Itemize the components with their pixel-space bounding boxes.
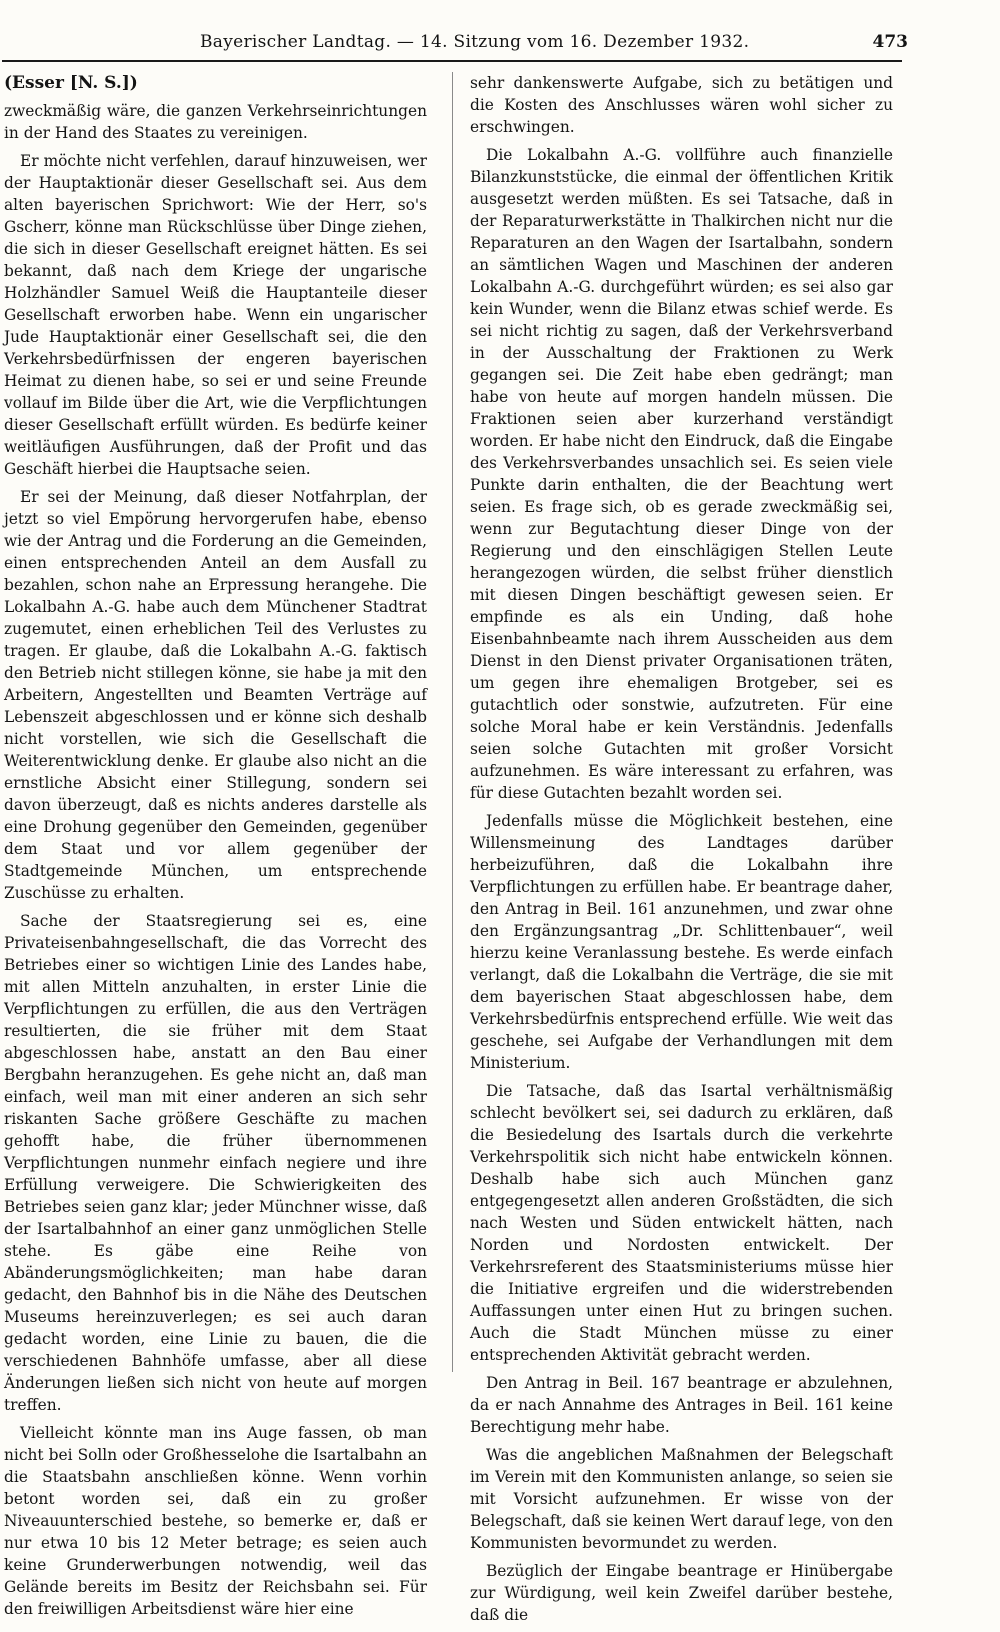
paragraph: Jedenfalls müsse die Möglichkeit bestehen, eine Willensmeinung des Landtages darüber herbeizuführen, daß die Lokalbahn ihre Verpflichtungen zu erfüllen habe. Er beantrage daher, den Antrag in Beil. 161 anzunehmen, und zwar ohne den Ergänzungsantrag „Dr. Schlittenbauer“, weil hierzu keine Veranlassung bestehe. Es werde einfach verlangt, daß die Lokalbahn die Verträge, die sie mit dem bayerischen Staat abgeschlossen habe, dem Verkehrsbedürfnis entsprechend erfülle. Wie weit das geschehe, sei Aufgabe der Verhandlungen mit dem Ministerium. (470, 812, 893, 1072)
header-rule (2, 60, 902, 62)
speaker-label: (Esser [N. S.]) (4, 73, 138, 93)
left-column (4, 72, 427, 1626)
paragraph: Die Tatsache, daß das Isartal verhältnismäßig schlecht bevölkert sei, sei dadurch zu erklären, daß die Besiedelung des Isartals durch die verkehrte Verkehrspolitik sich nicht habe entwickeln können. Deshalb habe sich auch München ganz entgegengesetzt allen anderen Großstädten, die sich nach Westen und Süden entwickelt hätten, nach Norden und Nordosten entwickelt. Der Verkehrsreferent des Staatsministeriums müsse hier die Initiative ergreifen und die widerstrebenden Auffassungen unter einen Hut zu bringen suchen. Auch die Stadt München müsse zu einer entsprechenden Aktivität gebracht werden. (470, 1082, 893, 1364)
paragraph: Was die angeblichen Maßnahmen der Belegschaft im Verein mit den Kommunisten anlange, so seien sie mit Vorsicht aufzunehmen. Er wisse von der Belegschaft, daß sie keinen Wert darauf lege, von den Kommunisten bevormundet zu werden. (470, 1446, 893, 1552)
paragraph: Er möchte nicht verfehlen, darauf hinzuweisen, wer der Hauptaktionär dieser Gesellschaft sei. Aus dem alten bayerischen Sprichwort: Wie der Herr, so's Gscherr, könne man Rückschlüsse über Dinge ziehen, die sich in dieser Gesellschaft ereignet hätten. Es sei bekannt, daß nach dem Kriege der ungarische Holzhändler Samuel Weiß die Hauptanteile dieser Gesellschaft erworben habe. Wenn ein ungarischer Jude Hauptaktionär einer Gesellschaft sei, die den Verkehrsbedürfnissen der engeren bayerischen Heimat zu dienen habe, so sei er und seine Freunde vollauf im Bilde über die Art, wie die Verpflichtungen dieser Gesellschaft erfüllt würden. Es bedürfe keiner weitläufigen Ausführungen, daß der Profit und das Geschäft hierbei die Hauptsache seien. (4, 152, 427, 478)
page-number: 473 (872, 32, 908, 52)
right-column (470, 72, 893, 1632)
paragraph: sehr dankenswerte Aufgabe, sich zu betätigen und die Kosten des Anschlusses wären wohl sicher zu erschwingen. (470, 74, 893, 136)
paragraph: Sache der Staatsregierung sei es, eine Privateisenbahngesellschaft, die das Vorrecht des Betriebes einer so wichtigen Linie des Landes habe, mit allen Mitteln anzuhalten, in erster Linie die Verpflichtungen zu erfüllen, die aus den Verträgen resultierten, die sie früher mit dem Staat abgeschlossen habe, anstatt an den Bau einer Bergbahn heranzugehen. Es gehe nicht an, daß man einfach, weil man mit einer anderen an sich sehr riskanten Sache größere Geschäfte zu machen gehofft habe, die früher übernommenen Verpflichtungen nunmehr einfach negiere und ihre Erfüllung verweigere. Die Schwierigkeiten des Betriebes seien ganz klar; jeder Münchner wisse, daß der Isartalbahnhof an einer ganz unmöglichen Stelle stehe. Es gäbe eine Reihe von Abänderungsmöglichkeiten; man habe daran gedacht, den Bahnhof bis in die Nähe des Deutschen Museums hereinzuverlegen; es sei auch daran gedacht worden, eine Linie zu bauen, die die verschiedenen Bahnhöfe umfasse, aber all diese Änderungen ließen sich nicht von heute auf morgen treffen. (4, 912, 427, 1414)
paragraph: Er sei der Meinung, daß dieser Notfahrplan, der jetzt so viel Empörung hervorgerufen habe, ebenso wie der Antrag und die Forderung an die Gemeinden, einen entsprechenden Anteil an dem Ausfall zu bezahlen, schon nahe an Erpressung herangehe. Die Lokalbahn A.-G. habe auch dem Münchener Stadtrat zugemutet, einen erheblichen Teil des Verlustes zu tragen. Er glaube, daß die Lokalbahn A.-G. faktisch den Betrieb nicht stillegen könne, sie habe ja mit den Arbeitern, Angestellten und Beamten Verträge auf Lebenszeit abgeschlossen und er könne sich deshalb nicht vorstellen, wie sich die Gesellschaft die Weiterentwicklung denke. Er glaube also nicht an die ernstliche Absicht einer Stillegung, sondern sei davon überzeugt, daß es nichts anderes darstelle als eine Drohung gegenüber den Gemeinden, gegenüber dem Staat und vor allem gegenüber der Stadtgemeinde München, um entsprechende Zuschüsse zu erhalten. (4, 488, 427, 902)
paragraph: Den Antrag in Beil. 167 beantrage er abzulehnen, da er nach Annahme des Antrages in Beil. 161 keine Berechtigung mehr habe. (470, 1374, 893, 1436)
paragraph: zweckmäßig wäre, die ganzen Verkehrseinrichtungen in der Hand des Staates zu vereinigen. (4, 102, 427, 142)
header-title: Bayerischer Landtag. — 14. Sitzung vom 16. Dezember 1932. (200, 32, 750, 52)
column-divider (452, 72, 453, 1372)
paragraph: Bezüglich der Eingabe beantrage er Hinübergabe zur Würdigung, weil kein Zweifel darüber bestehe, daß die (470, 1562, 893, 1624)
paragraph: Die Lokalbahn A.-G. vollführe auch finanzielle Bilanzkunststücke, die einmal der öffentlichen Kritik ausgesetzt werden müßten. Es sei Tatsache, daß in der Reparaturwerkstätte in Thalkirchen nicht nur die Reparaturen an den Wagen der Isartalbahn, sondern an sämtlichen Wagen und Maschinen der anderen Lokalbahn A.-G. durchgeführt würden; es sei also gar kein Wunder, wenn die Bilanz etwas schief werde. Es sei nicht richtig zu sagen, daß der Verkehrsverband in der Ausschaltung der Fraktionen zu Werk gegangen sei. Die Zeit habe eben gedrängt; man habe von heute auf morgen handeln müssen. Die Fraktionen seien aber kurzerhand verständigt worden. Er habe nicht den Eindruck, daß die Eingabe des Verkehrsverbandes unsachlich sei. Es seien viele Punkte darin enthalten, die der Beachtung wert seien. Es frage sich, ob es gerade zweckmäßig sei, wenn zur Begutachtung dieser Dinge von der Regierung und den einschlägigen Stellen Leute herangezogen würden, die selbst früher dienstlich mit diesen Dingen beschäftigt gewesen seien. Er empfinde es als ein Unding, daß hohe Eisenbahnbeamte nach ihrem Ausscheiden aus dem Dienst in den Dienst privater Organisationen träten, um gegen ihre ehemaligen Brotgeber, sei es gutachtlich oder sonstwie, aufzutreten. Für eine solche Moral habe er kein Verständnis. Jedenfalls seien solche Gutachten mit großer Vorsicht aufzunehmen. Es wäre interessant zu erfahren, was für diese Gutachten bezahlt worden sei. (470, 146, 893, 802)
paragraph: Vielleicht könnte man ins Auge fassen, ob man nicht bei Solln oder Großhesselohe die Isartalbahn an die Staatsbahn anschließen könne. Wenn vorhin betont worden sei, daß ein zu großer Niveauunterschied bestehe, so bemerke er, daß er nur etwa 10 bis 12 Meter betrage; es seien auch keine Grunderwerbungen notwendig, weil das Gelände bereits im Besitz der Reichsbahn sei. Für den freiwilligen Arbeitsdienst wäre hier eine (4, 1424, 427, 1618)
page-header (0, 28, 1000, 58)
